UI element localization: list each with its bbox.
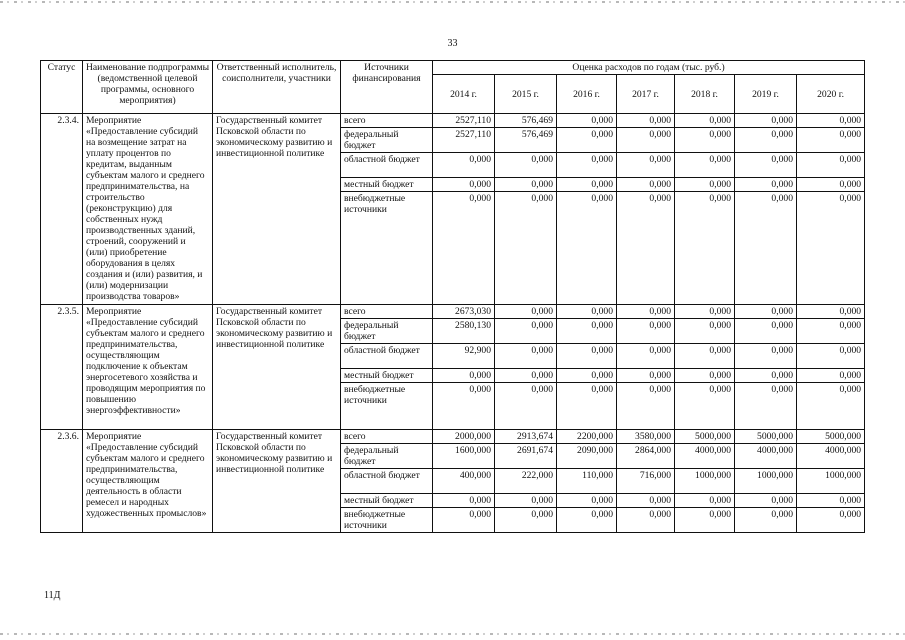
amount-cell: 0,000	[617, 494, 675, 508]
row-status: 2.3.4.	[41, 114, 83, 305]
funding-source: внебюджетные источники	[341, 508, 433, 533]
amount-cell: 0,000	[495, 178, 557, 192]
amount-cell: 1000,000	[675, 469, 735, 494]
header-sources: Источники финансирования	[341, 61, 433, 114]
amount-cell: 0,000	[557, 128, 617, 153]
funding-source: областной бюджет	[341, 469, 433, 494]
amount-cell: 0,000	[495, 383, 557, 430]
amount-cell: 0,000	[675, 153, 735, 178]
amount-cell: 0,000	[675, 178, 735, 192]
amount-cell: 0,000	[735, 114, 797, 128]
amount-cell: 1000,000	[797, 469, 865, 494]
funding-source: всего	[341, 114, 433, 128]
amount-cell: 0,000	[433, 192, 495, 305]
amount-cell: 0,000	[797, 178, 865, 192]
amount-cell: 0,000	[433, 508, 495, 533]
amount-cell: 2527,110	[433, 128, 495, 153]
amount-cell: 222,000	[495, 469, 557, 494]
amount-cell: 0,000	[557, 344, 617, 369]
amount-cell: 0,000	[557, 192, 617, 305]
table-header	[41, 61, 865, 114]
amount-cell: 0,000	[735, 178, 797, 192]
funding-source: внебюджетные источники	[341, 383, 433, 430]
amount-cell: 0,000	[617, 178, 675, 192]
header-amounts: Оценка расходов по годам (тыс. руб.)	[433, 61, 865, 75]
amount-cell: 0,000	[797, 494, 865, 508]
amount-cell: 0,000	[495, 192, 557, 305]
amount-cell: 0,000	[797, 153, 865, 178]
header-status: Статус	[41, 61, 83, 114]
row-status: 2.3.5.	[41, 305, 83, 430]
funding-source: федеральный бюджет	[341, 444, 433, 469]
row-activity-name: Мероприятие «Предоставление субсидий субъектам малого и среднего предпринимательства, осуществляющим деятельность в области ремесел и народных художественных промыслов»	[83, 430, 213, 533]
amount-cell: 2090,000	[557, 444, 617, 469]
amount-cell: 0,000	[797, 128, 865, 153]
amount-cell: 0,000	[675, 128, 735, 153]
amount-cell: 0,000	[735, 305, 797, 319]
amount-cell: 0,000	[433, 383, 495, 430]
amount-cell: 0,000	[495, 344, 557, 369]
amount-cell: 0,000	[495, 494, 557, 508]
amount-cell: 716,000	[617, 469, 675, 494]
amount-cell: 0,000	[735, 369, 797, 383]
amount-cell: 3580,000	[617, 430, 675, 444]
footer-code: 11Д	[44, 590, 61, 601]
amount-cell: 0,000	[557, 153, 617, 178]
amount-cell: 0,000	[797, 192, 865, 305]
amount-cell: 2200,000	[557, 430, 617, 444]
funding-source: местный бюджет	[341, 178, 433, 192]
amount-cell: 2580,130	[433, 319, 495, 344]
amount-cell: 0,000	[797, 369, 865, 383]
amount-cell: 0,000	[557, 508, 617, 533]
funding-source: местный бюджет	[341, 369, 433, 383]
amount-cell: 0,000	[617, 305, 675, 319]
funding-source: областной бюджет	[341, 153, 433, 178]
table-row	[41, 114, 865, 128]
amount-cell: 5000,000	[735, 430, 797, 444]
amount-cell: 0,000	[675, 319, 735, 344]
amount-cell: 0,000	[617, 344, 675, 369]
row-activity-name: Мероприятие «Предоставление субсидий на возмещение затрат на уплату процентов по кредитам, выданным субъектам малого и среднего предпринимательства, на строительство (реконструкцию) для собственных нужд производственных зданий, строений, сооружений и (или) приобретение оборудования в целях создания и (или) развития, и (или) модернизации производства товаров»	[83, 114, 213, 305]
amount-cell: 400,000	[433, 469, 495, 494]
amount-cell: 576,469	[495, 128, 557, 153]
header-name: Наименование подпрограммы (ведомственной целевой программы, основного мероприятия)	[83, 61, 213, 114]
amount-cell: 0,000	[617, 128, 675, 153]
amount-cell: 2913,674	[495, 430, 557, 444]
amount-cell: 2527,110	[433, 114, 495, 128]
amount-cell: 0,000	[495, 508, 557, 533]
amount-cell: 0,000	[797, 344, 865, 369]
funding-source: всего	[341, 305, 433, 319]
row-responsible: Государственный комитет Псковской области по экономическому развитию и инвестиционной политике	[213, 430, 341, 533]
funding-source: федеральный бюджет	[341, 319, 433, 344]
amount-cell: 0,000	[675, 508, 735, 533]
amount-cell: 4000,000	[735, 444, 797, 469]
header-year: 2014 г.	[433, 75, 495, 114]
amount-cell: 0,000	[433, 494, 495, 508]
header-year: 2020 г.	[797, 75, 865, 114]
amount-cell: 2864,000	[617, 444, 675, 469]
amount-cell: 0,000	[617, 153, 675, 178]
funding-source: всего	[341, 430, 433, 444]
amount-cell: 0,000	[675, 114, 735, 128]
header-year: 2016 г.	[557, 75, 617, 114]
amount-cell: 0,000	[557, 305, 617, 319]
header-year: 2015 г.	[495, 75, 557, 114]
header-responsible: Ответственный исполнитель, соисполнители, участники	[213, 61, 341, 114]
header-year: 2018 г.	[675, 75, 735, 114]
amount-cell: 0,000	[495, 319, 557, 344]
row-responsible: Государственный комитет Псковской области по экономическому развитию и инвестиционной политике	[213, 305, 341, 430]
amount-cell: 92,900	[433, 344, 495, 369]
amount-cell: 110,000	[557, 469, 617, 494]
amount-cell: 0,000	[557, 319, 617, 344]
amount-cell: 0,000	[675, 192, 735, 305]
amount-cell: 0,000	[735, 494, 797, 508]
amount-cell: 0,000	[433, 178, 495, 192]
amount-cell: 2000,000	[433, 430, 495, 444]
amount-cell: 0,000	[617, 383, 675, 430]
amount-cell: 0,000	[735, 508, 797, 533]
amount-cell: 5000,000	[797, 430, 865, 444]
amount-cell: 1600,000	[433, 444, 495, 469]
amount-cell: 0,000	[617, 192, 675, 305]
amount-cell: 0,000	[557, 369, 617, 383]
funding-source: областной бюджет	[341, 344, 433, 369]
amount-cell: 1000,000	[735, 469, 797, 494]
amount-cell: 0,000	[675, 344, 735, 369]
header-year: 2017 г.	[617, 75, 675, 114]
amount-cell: 0,000	[675, 494, 735, 508]
amount-cell: 0,000	[735, 128, 797, 153]
amount-cell: 0,000	[797, 319, 865, 344]
amount-cell: 0,000	[433, 153, 495, 178]
funding-source: федеральный бюджет	[341, 128, 433, 153]
amount-cell: 0,000	[617, 369, 675, 383]
funding-source: местный бюджет	[341, 494, 433, 508]
amount-cell: 0,000	[617, 319, 675, 344]
amount-cell: 5000,000	[675, 430, 735, 444]
table-body	[41, 114, 865, 533]
funding-source: внебюджетные источники	[341, 192, 433, 305]
row-responsible: Государственный комитет Псковской области по экономическому развитию и инвестиционной политике	[213, 114, 341, 305]
row-status: 2.3.6.	[41, 430, 83, 533]
scan-edge-top	[0, 1, 905, 3]
amount-cell: 0,000	[617, 508, 675, 533]
amount-cell: 0,000	[675, 383, 735, 430]
amount-cell: 0,000	[557, 494, 617, 508]
amount-cell: 0,000	[735, 192, 797, 305]
table-row	[41, 430, 865, 444]
amount-cell: 0,000	[495, 305, 557, 319]
amount-cell: 0,000	[797, 305, 865, 319]
amount-cell: 0,000	[735, 344, 797, 369]
amount-cell: 4000,000	[797, 444, 865, 469]
amount-cell: 0,000	[557, 114, 617, 128]
amount-cell: 0,000	[735, 319, 797, 344]
amount-cell: 0,000	[495, 153, 557, 178]
amount-cell: 0,000	[735, 383, 797, 430]
amount-cell: 576,469	[495, 114, 557, 128]
header-year: 2019 г.	[735, 75, 797, 114]
table-row	[41, 305, 865, 319]
amount-cell: 0,000	[797, 383, 865, 430]
amount-cell: 0,000	[735, 153, 797, 178]
amount-cell: 0,000	[797, 508, 865, 533]
amount-cell: 0,000	[557, 178, 617, 192]
amount-cell: 2691,674	[495, 444, 557, 469]
row-activity-name: Мероприятие «Предоставление субсидий субъектам малого и среднего предпринимательства, осуществляющим подключение к объектам энергосетевого хозяйства и проводящим мероприятия по повышению энергоэффективности»	[83, 305, 213, 430]
amount-cell: 4000,000	[675, 444, 735, 469]
amount-cell: 0,000	[433, 369, 495, 383]
amount-cell: 2673,030	[433, 305, 495, 319]
amount-cell: 0,000	[675, 305, 735, 319]
amount-cell: 0,000	[495, 369, 557, 383]
amount-cell: 0,000	[797, 114, 865, 128]
amount-cell: 0,000	[675, 369, 735, 383]
scan-edge-bottom	[0, 633, 905, 635]
amount-cell: 0,000	[557, 383, 617, 430]
budget-table	[40, 60, 865, 533]
amount-cell: 0,000	[617, 114, 675, 128]
page-number: 33	[447, 38, 458, 49]
